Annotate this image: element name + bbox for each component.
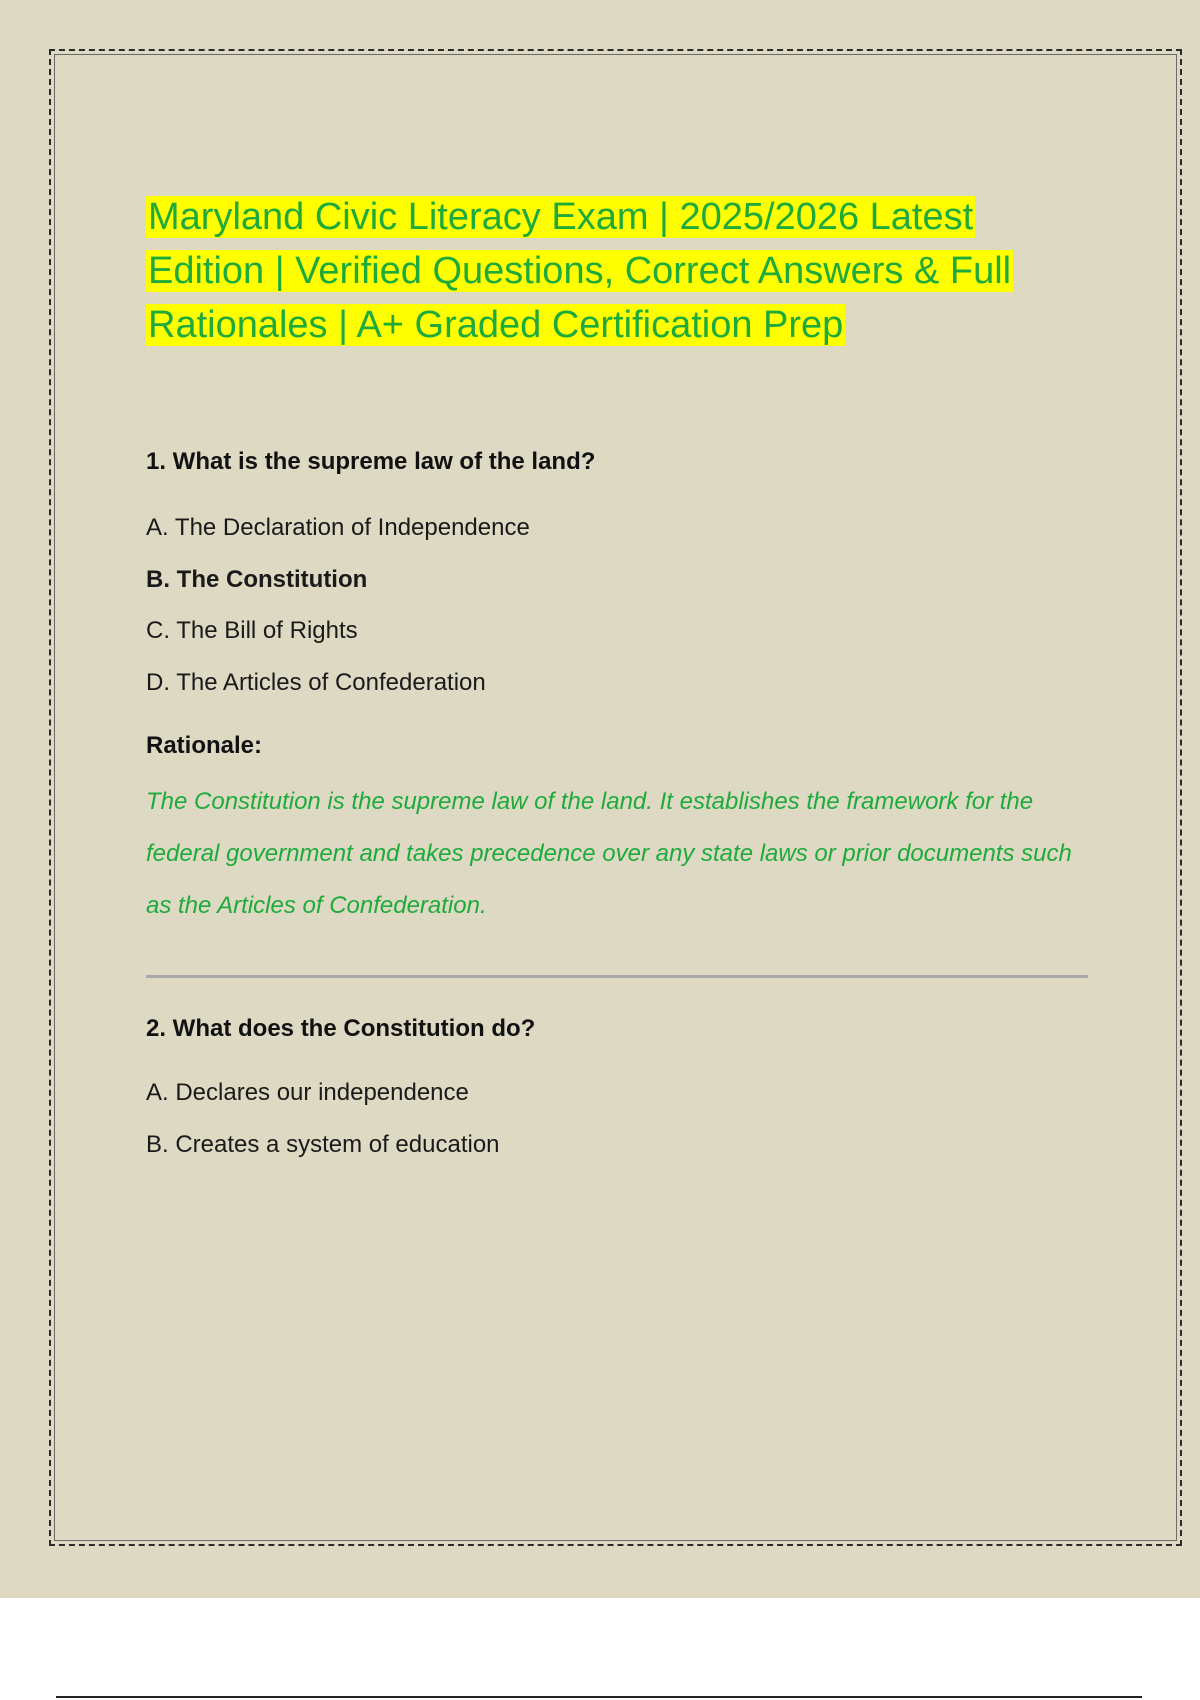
footer-rule [56,1696,1142,1698]
question-1-option-b: B. The Constitution [146,566,368,593]
question-1-option-a: A. The Declaration of Independence [146,514,530,541]
title-block [146,190,1086,352]
question-2-prompt: 2. What does the Constitution do? [146,1015,536,1042]
document-title: Maryland Civic Literacy Exam | 2025/2026 Latest Edition | Verified Questions, Correct Answers & Full Rationales | A+ Graded Certification Prep [148,196,1012,346]
question-2-option-a: A. Declares our independence [146,1079,469,1106]
question-1-rationale-label: Rationale: [146,732,263,759]
question-1-prompt: 1. What is the supreme law of the land? [146,448,596,475]
question-1-option-d: D. The Articles of Confederation [146,669,486,696]
question-divider [146,975,1088,978]
question-2-option-b: B. Creates a system of education [146,1131,500,1158]
question-1-option-c: C. The Bill of Rights [146,617,358,644]
question-1-rationale: The Constitution is the supreme law of the land. It establishes the framework for the federal government and takes precedence over any state laws or prior documents such as the Articles of Confederation. [146,788,1072,919]
